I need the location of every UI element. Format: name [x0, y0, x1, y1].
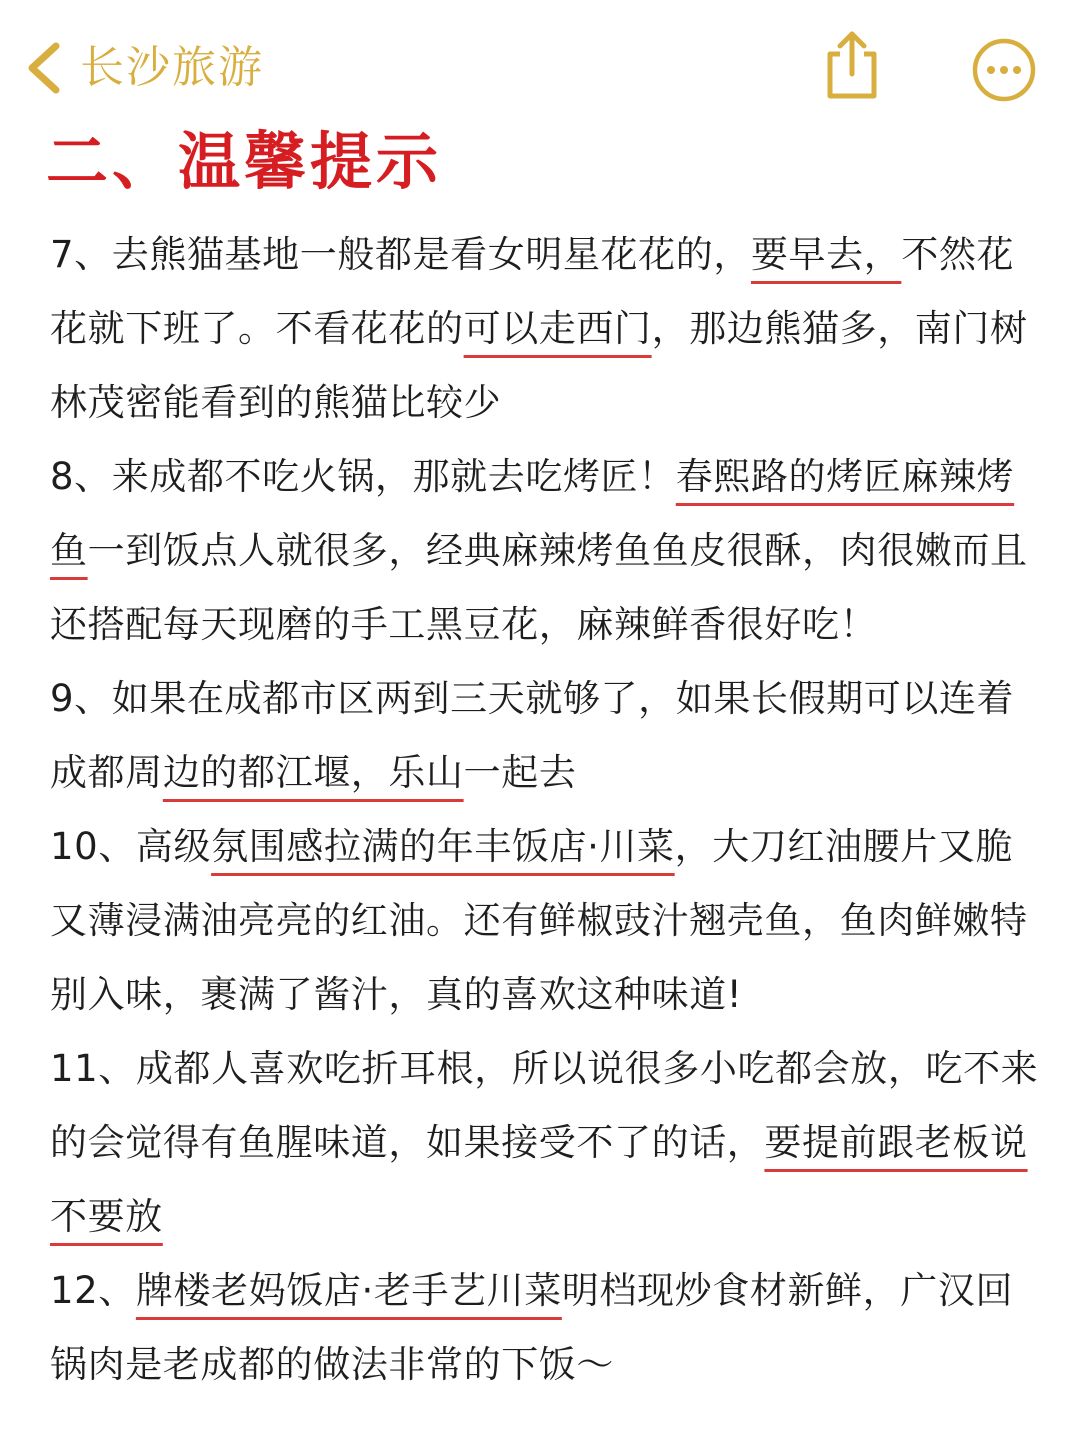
- more-button[interactable]: [970, 36, 1038, 104]
- tip-9: 9、如果在成都市区两到三天就够了，如果长假期可以连着成都周边的都江堰，乐山一起去: [50, 677, 1015, 794]
- tip-11: 11、成都人喜欢吃折耳根，所以说很多小吃都会放，吃不来的会觉得有鱼腥味道，如果接受不了的话，要提前跟老板说不要放: [50, 1047, 1039, 1238]
- highlight: 要提前跟老板说不要放: [50, 1121, 1028, 1238]
- tip-12: 12、牌楼老妈饭店·老手艺川菜明档现炒食材新鲜，广汉回锅肉是老成都的做法非常的下饭～: [50, 1269, 1014, 1386]
- highlight: 氛围感拉满的年丰饭店·川菜: [211, 825, 675, 868]
- highlight: 边的都江堰，乐山: [162, 751, 464, 794]
- highlight: 可以走西门: [463, 307, 652, 350]
- tip-7: 7、去熊猫基地一般都是看女明星花花的，要早去，不然花花就下班了。不看花花的可以走西门，那边熊猫多，南门树林茂密能看到的熊猫比较少: [50, 233, 1028, 424]
- more-icon: [970, 36, 1038, 104]
- highlight: 要早去，: [750, 233, 902, 276]
- tip-8: 8、来成都不吃火锅，那就去吃烤匠！春熙路的烤匠麻辣烤鱼一到饭点人就很多，经典麻辣烤鱼鱼皮很酥，肉很嫩而且还搭配每天现磨的手工黑豆花，麻辣鲜香很好吃！: [50, 455, 1028, 646]
- share-icon: [818, 28, 886, 102]
- tips-list: [50, 218, 1040, 1402]
- back-button[interactable]: [18, 36, 78, 100]
- share-button[interactable]: [818, 28, 886, 102]
- chevron-left-icon: [18, 36, 78, 100]
- nav-title: 长沙旅游: [80, 42, 264, 93]
- highlight: 春熙路的烤匠麻辣烤鱼: [50, 455, 1015, 572]
- highlight: 牌楼老妈饭店·老手艺川菜: [135, 1269, 562, 1312]
- tip-10: 10、高级氛围感拉满的年丰饭店·川菜，大刀红油腰片又脆又薄浸满油亮亮的红油。还有鲜椒豉汁翘壳鱼，鱼肉鲜嫩特别入味，裹满了酱汁，真的喜欢这种味道!: [50, 825, 1028, 1016]
- top-nav-bar: [0, 0, 1080, 130]
- section-heading: 二、温馨提示: [46, 125, 443, 198]
